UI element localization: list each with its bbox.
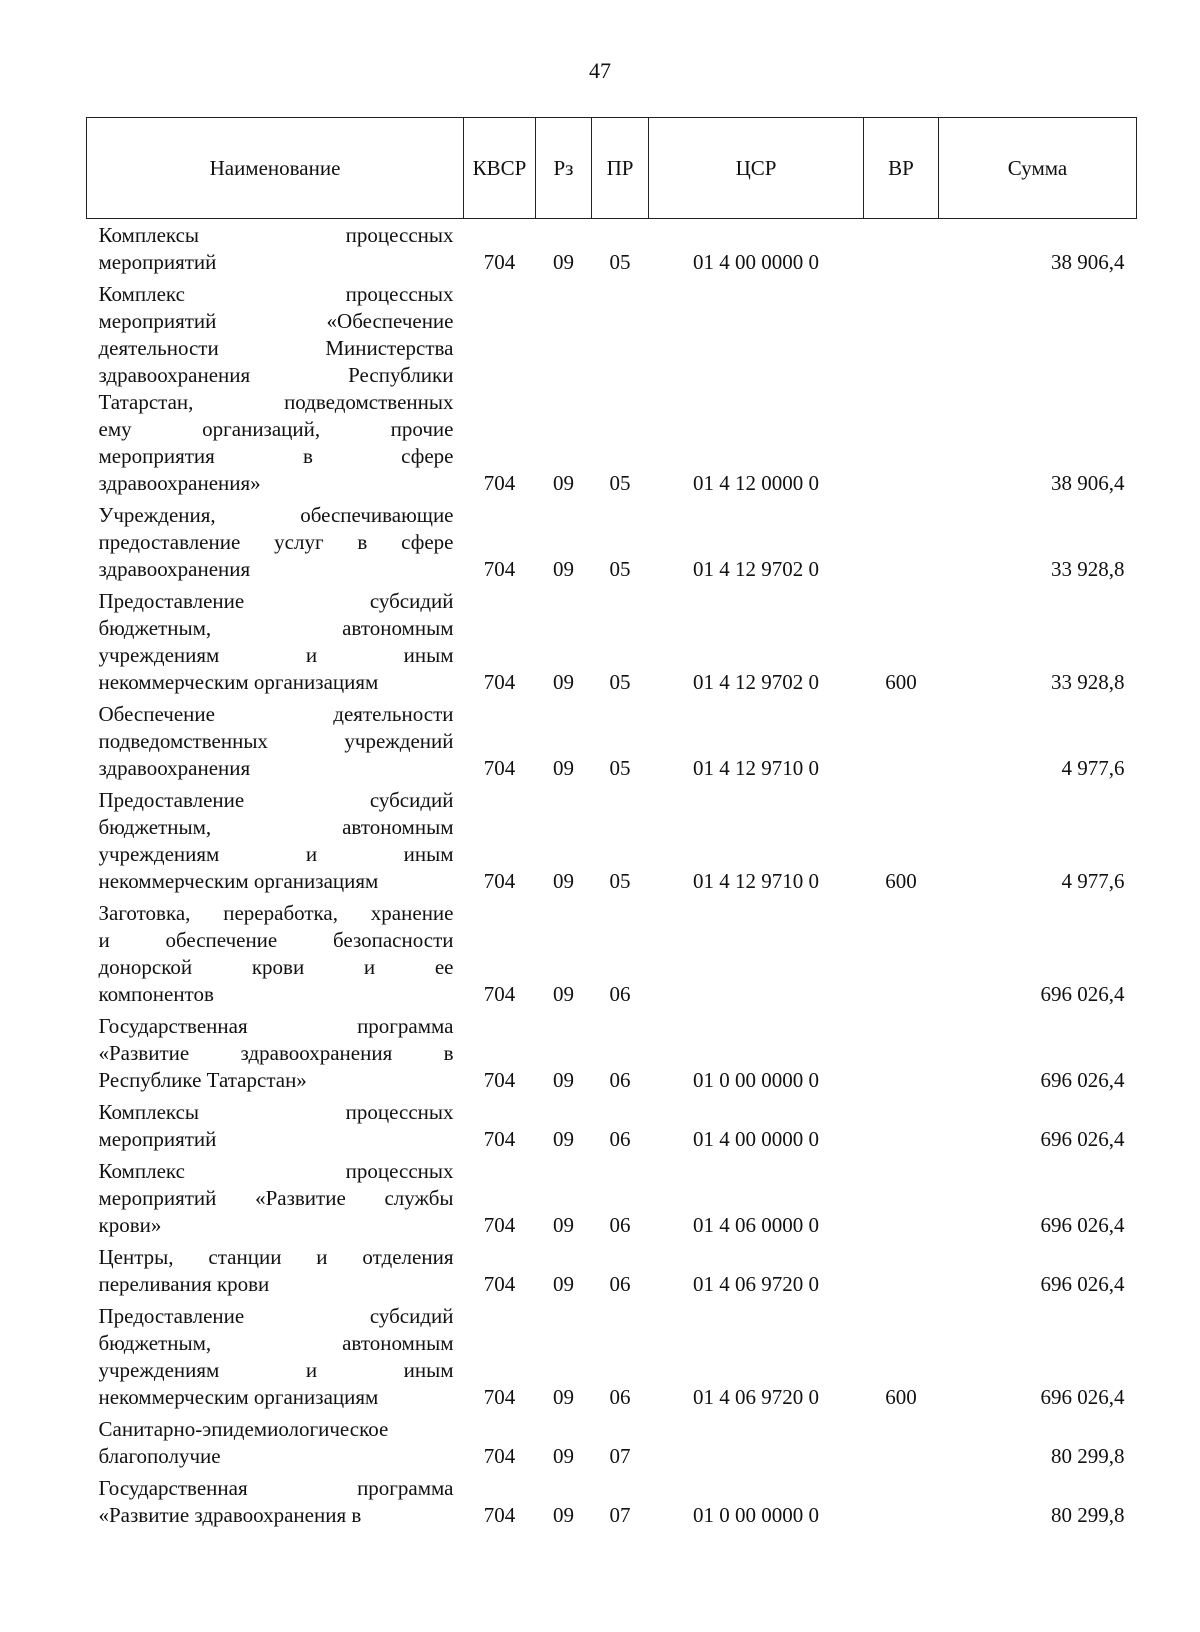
row-name-line: мероприятия в сфере	[98, 444, 454, 468]
row-rz: 09	[553, 982, 574, 1006]
row-name-cell	[87, 1413, 464, 1472]
row-pr: 05	[609, 869, 631, 893]
row-pr: 06	[609, 1068, 631, 1092]
row-name-line: деятельности Министерства	[98, 336, 454, 360]
row-name-line: Государственная программа	[98, 1476, 454, 1500]
row-vr	[864, 1010, 939, 1096]
row-name-line: мероприятий	[98, 250, 217, 274]
row-kvsr: 704	[483, 1213, 516, 1237]
row-sum: 80 299,8	[1051, 1444, 1125, 1468]
row-name-line: «Развитие здравоохранения в	[98, 1041, 454, 1065]
row-name-line: переливания крови	[98, 1272, 270, 1296]
table-row	[87, 499, 1137, 585]
row-csr: 01 4 12 9710 0	[693, 756, 819, 780]
row-rz: 09	[553, 1272, 574, 1296]
row-name-cell	[87, 1010, 464, 1096]
row-vr	[864, 278, 939, 499]
row-name-cell	[87, 1300, 464, 1413]
row-rz: 09	[553, 250, 574, 274]
row-name-line: здравоохранения»	[98, 471, 261, 495]
row-name-line: «Развитие здравоохранения в	[98, 1503, 362, 1527]
row-rz: 09	[553, 1444, 574, 1468]
row-csr: 01 4 12 9710 0	[693, 869, 819, 893]
row-vr	[864, 219, 939, 279]
row-name-cell	[87, 585, 464, 698]
row-name-cell	[87, 784, 464, 897]
row-pr: 07	[609, 1444, 631, 1468]
row-name-line: Государственная программа	[98, 1014, 454, 1038]
row-name-line: Комплексы процессных	[98, 223, 454, 247]
row-name-line: донорской крови и ее	[98, 955, 454, 979]
row-name-line: Комплексы процессных	[98, 1100, 454, 1124]
row-csr: 01 4 12 9702 0	[693, 670, 819, 694]
row-kvsr: 704	[483, 1068, 516, 1092]
row-pr: 05	[609, 250, 631, 274]
row-pr: 06	[609, 982, 631, 1006]
page-number: 47	[589, 58, 611, 83]
table-row	[87, 1010, 1137, 1096]
row-name-line: некоммерческим организациям	[98, 670, 379, 694]
table-row	[87, 219, 1137, 279]
row-csr: 01 0 00 0000 0	[693, 1503, 819, 1527]
row-kvsr: 704	[483, 250, 516, 274]
row-name-line: бюджетным, автономным	[98, 1331, 454, 1355]
row-name-line: Предоставление субсидий	[98, 1304, 454, 1328]
row-name-line: некоммерческим организациям	[98, 1385, 379, 1409]
table-row	[87, 1413, 1137, 1472]
row-name-line: учреждениям и иным	[98, 643, 454, 667]
row-name-line: бюджетным, автономным	[98, 616, 454, 640]
row-vr	[864, 1413, 939, 1472]
budget-table	[86, 117, 1137, 1531]
table-body	[87, 219, 1137, 1532]
row-name-cell	[87, 499, 464, 585]
row-kvsr: 704	[483, 1444, 516, 1468]
row-pr: 05	[609, 670, 631, 694]
row-name-line: Предоставление субсидий	[98, 788, 454, 812]
table-row	[87, 278, 1137, 499]
table-header	[87, 118, 1137, 219]
table-row	[87, 1300, 1137, 1413]
row-pr: 05	[609, 471, 631, 495]
row-rz: 09	[553, 557, 574, 581]
row-name-line: бюджетным, автономным	[98, 815, 454, 839]
row-pr: 06	[609, 1272, 631, 1296]
row-kvsr: 704	[483, 982, 516, 1006]
row-vr	[864, 1472, 939, 1531]
row-name-cell	[87, 1155, 464, 1241]
table-row	[87, 1096, 1137, 1155]
row-sum: 696 026,4	[1040, 1068, 1125, 1092]
row-vr	[864, 1155, 939, 1241]
row-kvsr: 704	[483, 1385, 516, 1409]
row-name-line: мероприятий	[98, 1127, 217, 1151]
table-row	[87, 698, 1137, 784]
table-row	[87, 1472, 1137, 1531]
row-csr: 01 4 06 0000 0	[693, 1213, 819, 1237]
row-name-line: учреждениям и иным	[98, 1358, 454, 1382]
row-rz: 09	[553, 1503, 574, 1527]
row-name-line: здравоохранения	[98, 756, 251, 780]
row-vr: 600	[885, 670, 917, 694]
row-kvsr: 704	[483, 869, 516, 893]
row-name-line: и обеспечение безопасности	[98, 928, 454, 952]
row-name-line: компонентов	[98, 982, 214, 1006]
row-vr	[864, 698, 939, 784]
row-pr: 07	[609, 1503, 631, 1527]
row-name-line: Учреждения, обеспечивающие	[98, 503, 454, 527]
row-sum: 33 928,8	[1051, 670, 1125, 694]
row-name-line: подведомственных учреждений	[98, 729, 454, 753]
row-name-line: Предоставление субсидий	[98, 589, 454, 613]
row-name-line: Обеспечение деятельности	[98, 702, 454, 726]
row-pr: 06	[609, 1213, 631, 1237]
row-name-line: благополучие	[98, 1444, 221, 1468]
row-kvsr: 704	[483, 1503, 516, 1527]
header-name: Наименование	[87, 118, 464, 219]
row-kvsr: 704	[483, 471, 516, 495]
row-sum: 38 906,4	[1051, 250, 1125, 274]
header-rz: Рз	[536, 118, 592, 219]
row-name-line: Заготовка, переработка, хранение	[98, 901, 454, 925]
row-sum: 696 026,4	[1040, 1272, 1125, 1296]
row-name-line: Комплекс процессных	[98, 1159, 454, 1183]
row-name-line: Центры, станции и отделения	[98, 1245, 454, 1269]
table-row	[87, 897, 1137, 1010]
row-name-cell	[87, 897, 464, 1010]
table-row	[87, 784, 1137, 897]
row-vr	[864, 1241, 939, 1300]
row-vr	[864, 1096, 939, 1155]
row-rz: 09	[553, 670, 574, 694]
header-vr: ВР	[864, 118, 939, 219]
row-pr: 05	[609, 756, 631, 780]
row-rz: 09	[553, 471, 574, 495]
row-csr: 01 4 06 9720 0	[693, 1272, 819, 1296]
row-rz: 09	[553, 1385, 574, 1409]
row-csr	[649, 1413, 864, 1472]
row-vr: 600	[885, 869, 917, 893]
header-csr: ЦСР	[649, 118, 864, 219]
row-csr: 01 4 12 9702 0	[693, 557, 819, 581]
row-name-cell	[87, 1241, 464, 1300]
row-name-line: здравоохранения Республики	[98, 363, 454, 387]
row-csr: 01 4 06 9720 0	[693, 1385, 819, 1409]
row-kvsr: 704	[483, 1127, 516, 1151]
row-rz: 09	[553, 1127, 574, 1151]
row-kvsr: 704	[483, 670, 516, 694]
row-name-cell	[87, 278, 464, 499]
row-name-cell	[87, 1472, 464, 1531]
table-row	[87, 1241, 1137, 1300]
row-name-line: учреждениям и иным	[98, 842, 454, 866]
row-rz: 09	[553, 756, 574, 780]
row-kvsr: 704	[483, 557, 516, 581]
header-kvsr: КВСР	[464, 118, 536, 219]
row-vr	[864, 499, 939, 585]
row-csr: 01 4 00 0000 0	[693, 1127, 819, 1151]
row-sum: 80 299,8	[1051, 1503, 1125, 1527]
row-pr: 06	[609, 1385, 631, 1409]
row-name-line: некоммерческим организациям	[98, 869, 379, 893]
row-name-line: здравоохранения	[98, 557, 251, 581]
header-sum: Сумма	[939, 118, 1137, 219]
row-vr	[864, 897, 939, 1010]
row-name-line: Санитарно-эпидемиологическое	[98, 1417, 389, 1441]
header-pr: ПР	[592, 118, 649, 219]
row-sum: 4 977,6	[1061, 756, 1125, 780]
row-kvsr: 704	[483, 1272, 516, 1296]
row-sum: 696 026,4	[1040, 1213, 1125, 1237]
row-rz: 09	[553, 869, 574, 893]
row-sum: 696 026,4	[1040, 982, 1125, 1006]
row-name-line: Татарстан, подведомственных	[98, 390, 454, 414]
row-rz: 09	[553, 1068, 574, 1092]
table-row	[87, 585, 1137, 698]
row-sum: 38 906,4	[1051, 471, 1125, 495]
row-name-line: ему организаций, прочие	[98, 417, 454, 441]
row-name-line: Комплекс процессных	[98, 282, 454, 306]
row-name-line: мероприятий «Обеспечение	[98, 309, 454, 333]
row-name-line: Республике Татарстан»	[98, 1068, 307, 1092]
row-name-cell	[87, 219, 464, 279]
row-csr: 01 4 00 0000 0	[693, 250, 819, 274]
row-csr	[649, 897, 864, 1010]
row-vr: 600	[885, 1385, 917, 1409]
row-name-cell	[87, 1096, 464, 1155]
row-name-line: предоставление услуг в сфере	[98, 530, 454, 554]
row-name-cell	[87, 698, 464, 784]
row-sum: 696 026,4	[1040, 1385, 1125, 1409]
row-csr: 01 0 00 0000 0	[693, 1068, 819, 1092]
table-row	[87, 1155, 1137, 1241]
row-sum: 696 026,4	[1040, 1127, 1125, 1151]
row-pr: 06	[609, 1127, 631, 1151]
row-name-line: крови»	[98, 1213, 162, 1237]
row-rz: 09	[553, 1213, 574, 1237]
row-sum: 33 928,8	[1051, 557, 1125, 581]
row-kvsr: 704	[483, 756, 516, 780]
row-name-line: мероприятий «Развитие службы	[98, 1186, 454, 1210]
row-pr: 05	[609, 557, 631, 581]
row-csr: 01 4 12 0000 0	[693, 471, 819, 495]
row-sum: 4 977,6	[1061, 869, 1125, 893]
